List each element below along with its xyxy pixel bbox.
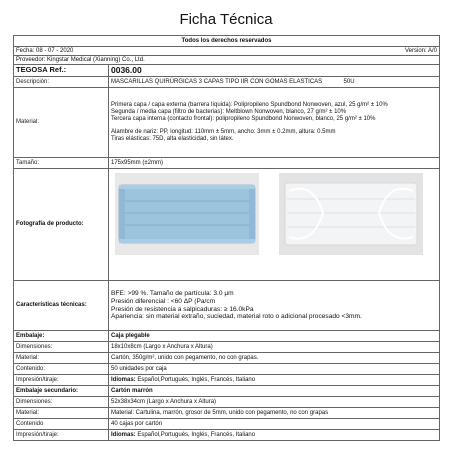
print-row [14,375,440,386]
characteristic-line: Apariencia: sin material extraño, suciedad, material roto o adicional procesado <3mm. [111,313,362,321]
pack-material-value: Cartón, 350g/m², unido con pegamento, no con grapas. [109,353,440,364]
material2-row [14,408,440,419]
ref-row [14,65,440,77]
size-value: 175x95mm (±2mm) [109,158,440,169]
size-row [14,158,440,169]
date-row [14,47,440,56]
material-line: Tercera capa interna (contacto frontal): polipropileno Spundbond Nonwoven, blanco, 25 g/m² ± 10% [111,116,376,123]
rights-row [14,36,440,47]
secondary-label: Embalaje secundario: [14,386,109,397]
material2-value: Material: Cartulina, marrón, grosor de 5mm, unido con pegamento, no con grapas [109,408,440,419]
pack-material-row [14,353,440,364]
print2-languages-label: Idiomas: [111,431,136,438]
material-line: Alambre de nariz: PP, longitud: 110mm ± 5mm, ancho: 3mm ± 0.2mm, altura: 0.5mm [111,128,336,135]
content-value: 50 unidades por caja [109,364,440,375]
supplier-text: Proveedor: Kingstar Medical (Xianning) Co., Ltd. [14,56,440,65]
material-line: Tiras elásticas: 75D, alta elasticidad, sin látex. [111,135,234,142]
supplier-row [14,56,440,65]
print-languages-value: Español,Portugués, Inglés, Francés, Italiano [135,376,256,383]
secondary-packaging-row [14,386,440,397]
dimensions2-value: 52x38x34cm (Largo x Anchura x Altura) [109,397,440,408]
print2-row [14,430,440,441]
dimensions-row [14,342,440,353]
secondary-value: Cartón marrón [109,386,440,397]
dimensions-label: Dimensiones: [14,342,109,353]
content2-value: 40 cajas por cartón [109,419,440,430]
material-label: Material: [14,88,109,158]
packaging-value: Caja plegable [109,331,440,342]
description-qty: 50U [343,78,355,85]
product-photos [109,169,439,280]
packaging-label: Embalaje: [14,331,109,342]
blue-mask-photo [115,173,259,255]
material-line: Segunda / media capa (filtro de bacterias): Meltblown Nonwoven, blanco, 27 g/m² ± 10% [111,109,347,116]
datasheet-table [13,35,440,441]
version-text: Version: A/0 [404,47,438,54]
dimensions-value: 18x10x8cm (Largo x Anchura x Altura) [109,342,440,353]
characteristic-line: BFE: >99 %. Tamaño de partícula: 3.0 μm [111,290,234,298]
content2-row [14,419,440,430]
dimensions2-row [14,397,440,408]
content-row [14,364,440,375]
content-label: Contenido: [14,364,109,375]
characteristic-line: Presión diferencial : <60 ΔP (Pa/cm [111,297,216,305]
rights-text: Todos los derechos reservados [14,36,440,47]
pack-material-label: Material: [14,353,109,364]
description-label: Descripción: [14,77,109,88]
characteristics-row [14,281,440,331]
ref-value: 0036.00 [109,65,440,77]
description-row [14,77,440,88]
print-languages-label: Idiomas: [111,376,136,383]
ref-label: TEGOSA Ref.: [14,65,109,77]
characteristic-line: Presión de resistencia a salpicaduras: ≥ 16.0kPa [111,305,254,313]
print2-languages-value: Español,Portugués, Inglés, Francés, Italiano [135,431,256,438]
photo-row [14,169,440,281]
dimensions2-label: Dimensiones: [14,397,109,408]
white-mask-photo [279,173,423,255]
content2-label: Contenido [14,419,109,430]
page-title: Ficha Técnica [179,11,273,28]
date-text: Fecha: 08 - 07 - 2020 [16,47,74,54]
description-value: MASCARILLAS QUIRÚRGICAS 3 CAPAS TIPO IIR CON GOMAS ELASTICAS [111,78,323,85]
photo-label: Fotografía de producto: [14,169,109,281]
material-row [14,88,440,158]
packaging-row [14,331,440,342]
print-label: Impresión/tirajе: [14,375,109,386]
print2-label: Impresión/tiraje: [14,430,109,441]
material-line: Primera capa / capa externa (barrera líquida): Polipropileno Spundbond Nonwoven, azul, 25 g/m² ± 10% [111,102,388,109]
characteristics-label: Características técnicas: [14,281,109,331]
material2-label: Material: [14,408,109,419]
size-label: Tamaño: [14,158,109,169]
